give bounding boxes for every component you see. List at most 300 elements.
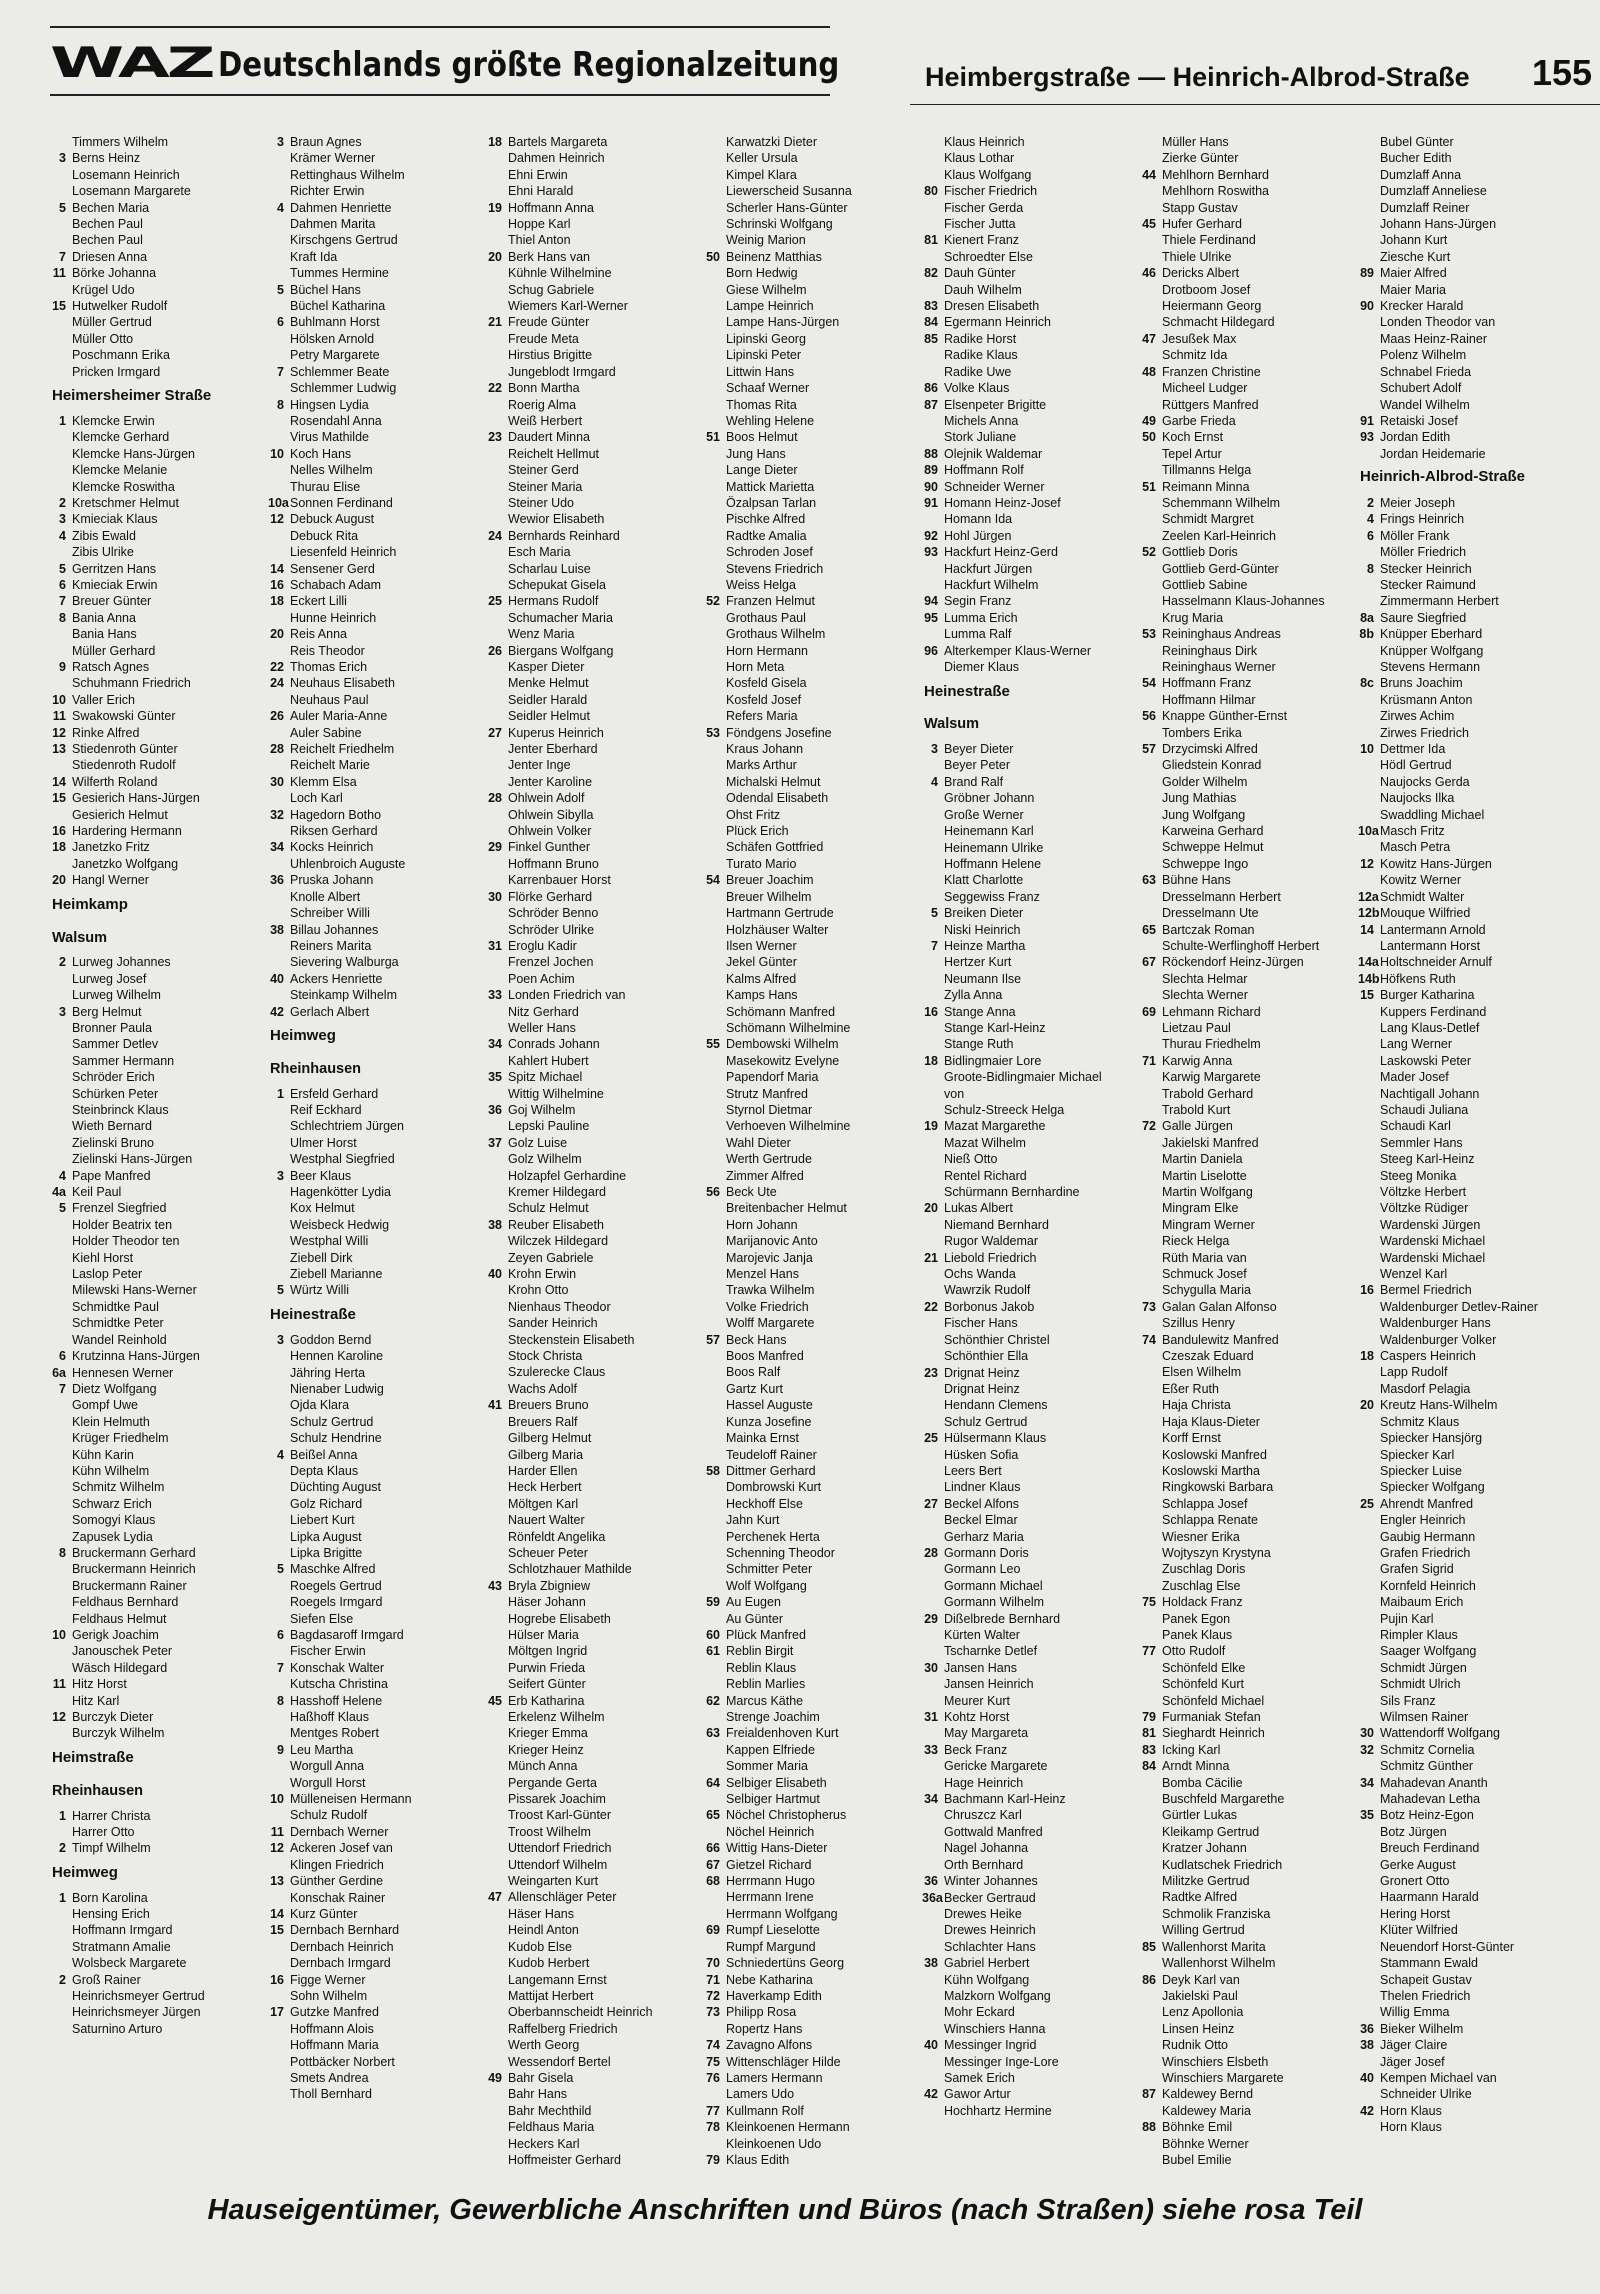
resident-entry: [268, 1611, 484, 1627]
resident-name: Pergande Gerta: [508, 1775, 597, 1790]
resident-name: Stork Juliane: [944, 430, 1017, 445]
house-number: [1358, 1922, 1374, 1938]
resident-entry: [1358, 2119, 1540, 2135]
house-number: 27: [924, 1496, 938, 1511]
resident-name: Hoffmann Irmgard: [72, 1923, 173, 1938]
house-number: [268, 1414, 284, 1430]
resident-entry: [1358, 1561, 1540, 1577]
resident-entry: [486, 1676, 702, 1692]
house-number: [1140, 1807, 1156, 1823]
resident-entry: [268, 1397, 484, 1413]
resident-name: Debuck August: [290, 512, 375, 527]
house-number: [268, 347, 284, 363]
resident-entry: [268, 1693, 484, 1709]
tagline: Deutschlands größte Regionalzeitung: [218, 45, 840, 85]
house-number: [922, 1397, 938, 1413]
house-number: [704, 1611, 720, 1627]
resident-name: Bermel Friedrich: [1380, 1283, 1472, 1298]
house-number: [486, 1725, 502, 1741]
resident-entry: [1140, 593, 1356, 609]
resident-entry: [704, 643, 920, 659]
resident-name: Bryla Zbigniew: [508, 1578, 590, 1593]
resident-entry: [922, 1627, 1138, 1643]
resident-entry: [486, 1069, 702, 1085]
resident-name: Eßer Ruth: [1162, 1381, 1219, 1396]
resident-entry: [922, 1053, 1138, 1069]
house-number: [1358, 872, 1374, 888]
resident-name: Czeszak Eduard: [1162, 1349, 1254, 1364]
resident-name: Bechen Paul: [72, 217, 143, 232]
resident-entry: [268, 1479, 484, 1495]
house-number: [922, 216, 938, 232]
house-number: 30: [924, 1660, 938, 1675]
house-number: [704, 1364, 720, 1380]
resident-entry: [1140, 446, 1356, 462]
house-number: [1358, 1332, 1374, 1348]
resident-entry: [1140, 183, 1356, 199]
resident-name: Schmuck Josef: [1162, 1267, 1247, 1282]
resident-entry: [1358, 1660, 1540, 1676]
resident-entry: [268, 1266, 484, 1282]
resident-name: Golz Luise: [508, 1135, 568, 1150]
house-number: 25: [1360, 1496, 1374, 1511]
resident-entry: [268, 2086, 484, 2102]
column-1: [50, 134, 266, 2174]
resident-name: Hoffmann Maria: [290, 2038, 379, 2053]
resident-entry: [922, 840, 1138, 856]
resident-entry: [1358, 807, 1540, 823]
house-number: [1140, 1561, 1156, 1577]
resident-entry: [50, 1611, 266, 1627]
house-number: [704, 1889, 720, 1905]
resident-name: Winschiers Hanna: [944, 2021, 1046, 2036]
house-number: [704, 2086, 720, 2102]
house-number: [704, 856, 720, 872]
resident-name: Poen Achim: [508, 971, 575, 986]
house-number: [1358, 1889, 1374, 1905]
house-number: [1358, 577, 1374, 593]
house-number: 2: [59, 1972, 66, 1987]
resident-entry: [486, 1824, 702, 1840]
resident-name: Schönfeld Elke: [1162, 1660, 1246, 1675]
resident-name: Jenter Inge: [508, 758, 571, 773]
resident-name: Diemer Klaus: [944, 660, 1020, 674]
resident-name: Losemann Margarete: [72, 184, 191, 199]
resident-name: Bruckermann Gerhard: [72, 1545, 196, 1560]
resident-entry: [50, 1922, 266, 1938]
house-number: [486, 1479, 502, 1495]
house-number: [50, 1053, 66, 1069]
resident-entry: [50, 1135, 266, 1151]
resident-name: Beck Ute: [726, 1185, 777, 1199]
resident-entry: [268, 987, 484, 1003]
house-number: 12: [1360, 856, 1374, 871]
resident-entry: [704, 446, 920, 462]
resident-entry: [50, 610, 266, 626]
resident-entry: [1140, 839, 1356, 855]
house-number: [50, 1250, 66, 1266]
resident-name: Freude Meta: [508, 331, 579, 346]
column-6: [1140, 134, 1356, 2174]
resident-entry: [268, 2004, 484, 2020]
resident-entry: [268, 1890, 484, 1906]
resident-entry: [1358, 1873, 1540, 1889]
house-number: 91: [924, 495, 938, 510]
resident-entry: [704, 347, 920, 363]
resident-entry: [704, 2021, 920, 2037]
resident-entry: [1358, 1266, 1540, 1282]
resident-name: Elsen Wilhelm: [1162, 1365, 1242, 1380]
resident-name: Haarmann Harald: [1380, 1890, 1479, 1905]
resident-entry: [1140, 626, 1356, 642]
resident-name: Müller Otto: [72, 331, 134, 346]
resident-entry: [50, 364, 266, 380]
resident-name: Pischke Alfred: [726, 512, 806, 527]
resident-entry: [268, 446, 484, 462]
house-number: [1140, 1233, 1156, 1249]
resident-entry: [704, 856, 920, 872]
resident-name: Klemcke Roswitha: [72, 479, 175, 494]
resident-entry: [922, 183, 1138, 199]
house-number: [486, 347, 502, 363]
resident-entry: [486, 971, 702, 987]
house-number: 33: [488, 988, 502, 1003]
resident-name: Horn Klaus: [1380, 2103, 1442, 2118]
house-number: 42: [1360, 2103, 1374, 2118]
house-number: 6: [59, 1349, 66, 1364]
resident-name: Golz Richard: [290, 1496, 363, 1511]
resident-name: Bahr Mechthild: [508, 2103, 592, 2118]
house-number: [486, 216, 502, 232]
house-number: 2: [59, 1841, 66, 1856]
house-number: 3: [59, 512, 66, 527]
resident-entry: [1358, 1545, 1540, 1561]
house-number: [1358, 1561, 1374, 1577]
resident-name: Grafen Friedrich: [1380, 1545, 1471, 1560]
house-number: 6: [277, 315, 284, 330]
house-number: [704, 1906, 720, 1922]
resident-entry: [268, 1676, 484, 1692]
house-number: [922, 1069, 938, 1085]
house-number: 21: [924, 1250, 938, 1265]
resident-entry: [486, 265, 702, 281]
resident-name: Schäfen Gottfried: [726, 840, 824, 855]
resident-name: Gröbner Johann: [944, 791, 1035, 806]
house-number: [1358, 790, 1374, 806]
resident-entry: [1140, 659, 1356, 675]
resident-name: Kurz Günter: [290, 1906, 358, 1921]
house-number: [268, 1857, 284, 1873]
resident-entry: [50, 1545, 266, 1561]
resident-entry: [1140, 1939, 1356, 1955]
resident-entry: [704, 2119, 920, 2135]
resident-name: Slechta Helmar: [1162, 971, 1248, 986]
house-number: 5: [59, 561, 66, 576]
house-number: [1140, 757, 1156, 773]
resident-name: Dernbach Irmgard: [290, 1956, 391, 1971]
resident-name: Burczyk Wilhelm: [72, 1726, 165, 1741]
resident-name: Schmitter Peter: [726, 1562, 813, 1577]
house-number: [922, 1217, 938, 1233]
house-number: [1358, 314, 1374, 330]
resident-name: Hoppe Karl: [508, 217, 571, 232]
resident-entry: [1358, 265, 1540, 281]
resident-entry: [50, 134, 266, 150]
resident-entry: [704, 1873, 920, 1889]
house-number: [1140, 1693, 1156, 1709]
resident-entry: [1140, 1463, 1356, 1479]
resident-name: Schömann Wilhelmine: [726, 1020, 851, 1035]
resident-entry: [50, 1036, 266, 1052]
house-number: [486, 1020, 502, 1036]
resident-entry: [1140, 1200, 1356, 1216]
resident-entry: [922, 659, 1138, 675]
house-number: [268, 1955, 284, 1971]
resident-name: Möltgen Karl: [508, 1496, 579, 1511]
house-number: [704, 807, 720, 823]
resident-name: Schlachter Hans: [944, 1939, 1036, 1954]
house-number: [50, 1906, 66, 1922]
resident-entry: [50, 790, 266, 806]
resident-entry: [486, 134, 702, 150]
resident-entry: [922, 1250, 1138, 1266]
resident-entry: [922, 413, 1138, 429]
house-number: 5: [59, 1201, 66, 1216]
resident-name: Masekowitz Evelyne: [726, 1053, 840, 1068]
house-number: [1140, 790, 1156, 806]
resident-name: Klemm Elsa: [290, 774, 357, 789]
house-number: [1140, 347, 1156, 363]
resident-name: Beckel Elmar: [944, 1513, 1018, 1528]
resident-entry: [922, 1824, 1138, 1840]
resident-name: Krutzinna Hans-Jürgen: [72, 1349, 200, 1364]
resident-name: Botz Jürgen: [1380, 1824, 1447, 1839]
resident-entry: [922, 757, 1138, 773]
resident-entry: [1358, 1463, 1540, 1479]
house-number: [922, 1381, 938, 1397]
house-number: [1140, 134, 1156, 150]
resident-name: Keil Paul: [72, 1185, 122, 1200]
house-number: 12b: [1358, 906, 1380, 921]
resident-name: Radtke Amalia: [726, 528, 807, 543]
house-number: [1358, 938, 1374, 954]
resident-name: Ropertz Hans: [726, 2021, 803, 2036]
resident-name: Hüsken Sofia: [944, 1447, 1019, 1462]
resident-entry: [1140, 1381, 1356, 1397]
resident-name: Beckel Alfons: [944, 1496, 1020, 1511]
house-number: [1358, 1676, 1374, 1692]
resident-name: Wardenski Michael: [1380, 1250, 1486, 1265]
house-number: 1: [59, 1890, 66, 1905]
house-number: [50, 1020, 66, 1036]
resident-entry: [922, 1496, 1138, 1512]
resident-entry: [1358, 429, 1540, 445]
house-number: [486, 1676, 502, 1692]
resident-entry: [922, 134, 1138, 150]
house-number: [1140, 1266, 1156, 1282]
resident-name: Papendorf Maria: [726, 1070, 819, 1085]
house-number: [1358, 1250, 1374, 1266]
resident-name: Lantermann Arnold: [1380, 922, 1486, 937]
resident-name: Gutzke Manfred: [290, 2005, 379, 2020]
resident-entry: [1358, 1217, 1540, 1233]
resident-name: Wilczek Hildegard: [508, 1234, 609, 1249]
resident-name: Virus Mathilde: [290, 430, 369, 445]
house-number: [704, 774, 720, 790]
resident-name: Waldenburger Detlev-Rainer: [1380, 1299, 1538, 1314]
house-number: [922, 1578, 938, 1594]
resident-entry: [1140, 1922, 1356, 1938]
house-number: [922, 790, 938, 806]
house-number: [50, 1824, 66, 1840]
resident-entry: [922, 232, 1138, 248]
house-number: 10: [52, 1628, 66, 1643]
house-number: [486, 971, 502, 987]
resident-entry: [1358, 1758, 1540, 1774]
house-number: [50, 216, 66, 232]
resident-entry: [1358, 249, 1540, 265]
house-number: [268, 1250, 284, 1266]
house-number: [1140, 971, 1156, 987]
house-number: [50, 1988, 66, 2004]
house-number: 38: [1360, 2038, 1374, 2053]
house-number: [1140, 593, 1156, 609]
house-number: [1358, 364, 1374, 380]
resident-entry: [922, 150, 1138, 166]
resident-name: Rieck Helga: [1162, 1234, 1230, 1249]
resident-entry: [268, 823, 484, 839]
resident-entry: [486, 1775, 702, 1791]
resident-entry: [486, 314, 702, 330]
resident-entry: [268, 1561, 484, 1577]
resident-entry: [1140, 1496, 1356, 1512]
house-number: [1358, 1529, 1374, 1545]
resident-name: Bernhards Reinhard: [508, 528, 620, 543]
house-number: [1358, 1447, 1374, 1463]
resident-entry: [268, 1151, 484, 1167]
house-number: [922, 1168, 938, 1184]
resident-name: Nelles Wilhelm: [290, 463, 373, 478]
house-number: 16: [270, 1972, 284, 1987]
resident-entry: [1140, 1332, 1356, 1348]
resident-name: Golz Wilhelm: [508, 1152, 582, 1167]
house-number: [1358, 1020, 1374, 1036]
resident-entry: [1140, 2004, 1356, 2020]
house-number: [486, 282, 502, 298]
resident-name: Drignat Heinz: [944, 1381, 1020, 1396]
resident-name: Mainka Ernst: [726, 1431, 799, 1446]
resident-entry: [486, 183, 702, 199]
house-number: 38: [270, 922, 284, 937]
resident-entry: [268, 331, 484, 347]
house-number: 86: [924, 381, 938, 396]
resident-name: Gesierich Helmut: [72, 807, 168, 822]
resident-name: Dresselmann Herbert: [1162, 889, 1281, 904]
house-number: [1140, 380, 1156, 396]
resident-entry: [268, 134, 484, 150]
resident-entry: [1358, 1135, 1540, 1151]
resident-name: Holzapfel Gerhardine: [508, 1168, 627, 1183]
resident-name: Klaus Edith: [726, 2152, 790, 2167]
house-number: [704, 347, 720, 363]
resident-entry: [1140, 1857, 1356, 1873]
resident-entry: [50, 1693, 266, 1709]
resident-name: Burger Katharina: [1380, 988, 1475, 1003]
resident-name: Londen Friedrich van: [508, 988, 626, 1003]
resident-name: Schapeit Gustav: [1380, 1972, 1472, 1987]
resident-name: Radike Horst: [944, 331, 1017, 346]
resident-entry: [50, 692, 266, 708]
resident-entry: [268, 2054, 484, 2070]
resident-name: Schmolik Franziska: [1162, 1906, 1271, 1921]
resident-name: Ackeren Josef van: [290, 1841, 393, 1856]
resident-name: Liebert Kurt: [290, 1513, 355, 1528]
resident-entry: [1140, 2119, 1356, 2135]
resident-entry: [922, 1282, 1138, 1298]
resident-name: Lehmann Richard: [1162, 1004, 1261, 1019]
resident-name: Mader Josef: [1380, 1070, 1449, 1085]
house-number: 22: [488, 381, 502, 396]
house-number: 64: [706, 1775, 720, 1790]
resident-name: Burczyk Dieter: [72, 1710, 154, 1725]
house-number: [268, 823, 284, 839]
resident-name: Schönthier Ella: [944, 1349, 1029, 1364]
resident-entry: [922, 1857, 1138, 1873]
resident-entry: [50, 1118, 266, 1134]
resident-name: Gerlach Albert: [290, 1004, 370, 1019]
resident-name: Born Hedwig: [726, 266, 798, 281]
resident-name: Reichelt Hellmut: [508, 446, 600, 461]
house-number: [268, 1594, 284, 1610]
house-number: [50, 2021, 66, 2037]
resident-name: Eckert Lilli: [290, 594, 347, 609]
house-number: 15: [52, 299, 66, 314]
house-number: 15: [52, 791, 66, 806]
house-number: [268, 1348, 284, 1364]
house-number: [704, 134, 720, 150]
resident-name: Lumma Erich: [944, 610, 1018, 625]
house-number: [922, 1414, 938, 1430]
resident-entry: [922, 216, 1138, 232]
house-number: 21: [488, 315, 502, 330]
house-number: [922, 561, 938, 577]
house-number: 38: [924, 1956, 938, 1971]
resident-name: Martin Wolfgang: [1162, 1185, 1253, 1199]
house-number: [1358, 1955, 1374, 1971]
resident-name: Hoffmann Helene: [944, 856, 1042, 871]
resident-name: Heinrichsmeyer Gertrud: [72, 1989, 205, 2003]
house-number: [486, 1053, 502, 1069]
resident-name: Gormann Wilhelm: [944, 1595, 1045, 1610]
resident-name: Dembowski Wilhelm: [726, 1037, 839, 1052]
house-number: [486, 1824, 502, 1840]
resident-entry: [50, 1151, 266, 1167]
resident-entry: [486, 1972, 702, 1988]
resident-entry: [486, 1889, 702, 1905]
resident-entry: [1358, 413, 1540, 429]
house-number: [268, 249, 284, 265]
house-number: 58: [706, 1463, 720, 1478]
house-number: [704, 610, 720, 626]
resident-entry: [1140, 1414, 1356, 1430]
resident-entry: [50, 1397, 266, 1413]
house-number: [1140, 1512, 1156, 1528]
resident-entry: [704, 561, 920, 577]
resident-name: Waldenburger Volker: [1380, 1332, 1497, 1347]
resident-name: Schabach Adam: [290, 577, 382, 592]
house-number: 6: [59, 577, 66, 592]
house-number: [704, 1512, 720, 1528]
